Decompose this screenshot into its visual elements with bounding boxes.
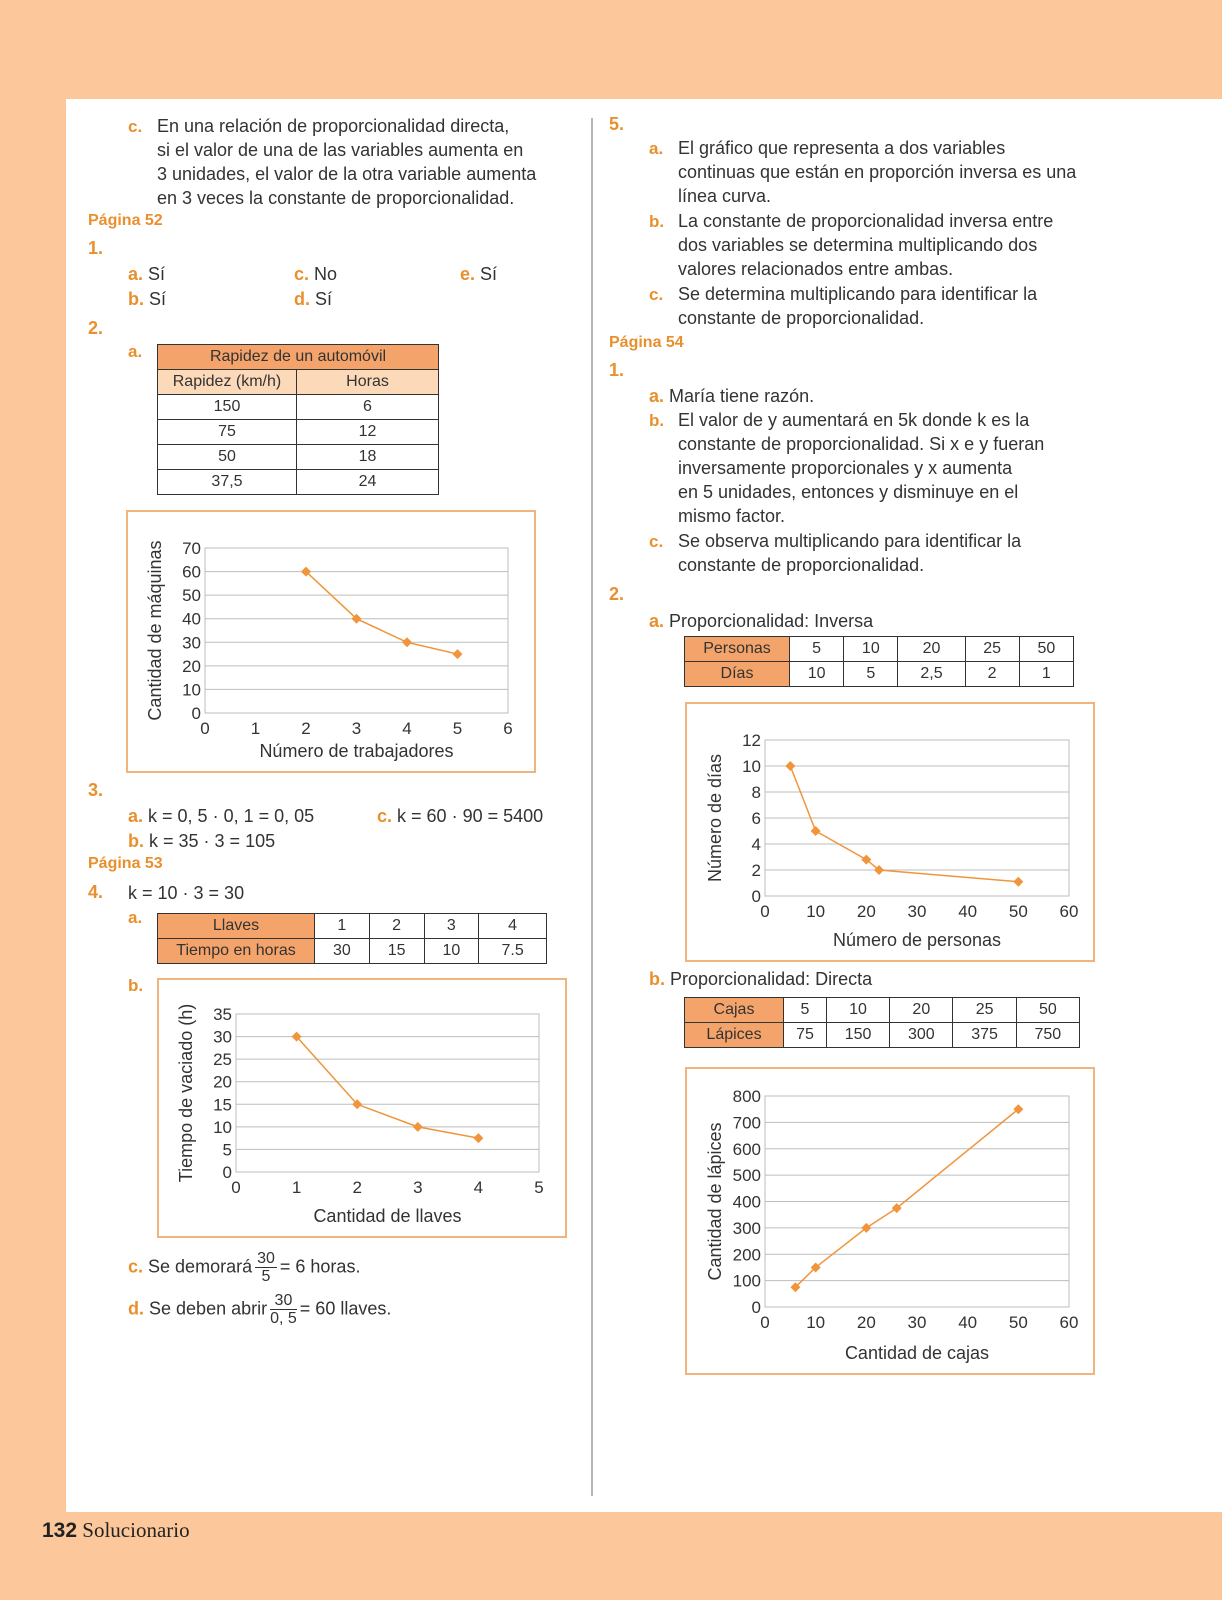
letter-e: e. xyxy=(460,264,476,284)
answer-text: = 6 horas. xyxy=(279,1256,361,1277)
y-tick-label: 40 xyxy=(182,609,201,629)
y-axis-label: Número de días xyxy=(705,753,725,883)
answer-text: k = 60 · 90 = 5400 xyxy=(397,806,544,826)
chart-machines xyxy=(126,510,536,773)
x-tick-label: 50 xyxy=(1008,1313,1028,1332)
y-tick-label: 0 xyxy=(751,1298,761,1317)
text-line: El gráfico que representa a dos variables xyxy=(678,138,1006,158)
text-line: continuas que están en proporción inversa es una xyxy=(678,162,1077,182)
table-cell: 50 xyxy=(1019,637,1073,662)
series-line xyxy=(297,1037,479,1139)
table-row xyxy=(158,914,547,939)
table-cell: 300 xyxy=(890,1023,953,1048)
table-cell: 25 xyxy=(965,637,1019,662)
x-tick-label: 10 xyxy=(806,1313,826,1332)
text-1c xyxy=(678,529,1021,577)
letter-a: a. xyxy=(128,806,144,826)
y-tick-label: 6 xyxy=(751,809,761,828)
table-cell: 10 xyxy=(790,662,844,687)
fraction xyxy=(270,1292,297,1327)
answer-3a xyxy=(128,804,314,828)
x-tick-label: 40 xyxy=(958,902,978,921)
y-tick-label: 15 xyxy=(213,1095,232,1115)
x-tick-label: 2 xyxy=(301,719,311,738)
table-cell: 50 xyxy=(1016,998,1079,1023)
chart-pencils-svg xyxy=(687,1069,1093,1373)
table-cell: 10 xyxy=(424,939,479,964)
x-tick-label: 0 xyxy=(760,1313,770,1332)
table-cell: 18 xyxy=(297,445,439,470)
y-tick-label: 600 xyxy=(732,1139,761,1159)
x-tick-label: 60 xyxy=(1059,902,1079,921)
letter-c: c. xyxy=(377,806,393,826)
letter-b: b. xyxy=(649,969,665,989)
text-line: constante de proporcionalidad. xyxy=(678,308,925,328)
text-line: línea curva. xyxy=(678,186,772,206)
letter-a: a. xyxy=(649,139,664,158)
fraction-numerator: 30 xyxy=(257,1250,275,1267)
table-title: Rapidez de un automóvil xyxy=(158,345,439,370)
x-axis-label: Número de personas xyxy=(832,930,1002,950)
text-line: en 3 veces la constante de proporcionalidad. xyxy=(157,188,515,208)
y-tick-label: 10 xyxy=(213,1117,232,1137)
letter-c: c. xyxy=(128,117,143,136)
table-row xyxy=(158,470,439,495)
y-tick-label: 400 xyxy=(732,1192,761,1212)
table-cell: 2 xyxy=(965,662,1019,687)
table-row xyxy=(158,939,547,964)
y-tick-label: 50 xyxy=(182,586,201,606)
x-tick-label: 50 xyxy=(1008,902,1028,921)
y-tick-label: 20 xyxy=(213,1072,232,1092)
data-point xyxy=(1013,877,1023,887)
x-axis-label: Cantidad de cajas xyxy=(844,1343,990,1363)
x-tick-label: 0 xyxy=(200,719,210,738)
answer-text: k = 35 · 3 = 105 xyxy=(149,831,276,851)
letter-a: a. xyxy=(128,264,144,284)
column-divider xyxy=(591,118,593,1496)
text-line: mismo factor. xyxy=(678,506,786,526)
letter-d: d. xyxy=(294,289,310,309)
letter-a: a. xyxy=(128,342,143,361)
table-cell: 150 xyxy=(158,395,297,420)
table-cell: 7.5 xyxy=(479,939,547,964)
y-tick-label: 300 xyxy=(732,1218,761,1238)
answer-1b xyxy=(128,287,166,311)
y-axis-label: Cantidad de máquinas xyxy=(145,540,165,721)
y-tick-label: 500 xyxy=(732,1166,761,1186)
y-axis-label: Cantidad de lápices xyxy=(705,1122,725,1281)
table-row-label: Tiempo en horas xyxy=(158,939,315,964)
answer-1a xyxy=(128,262,165,286)
letter-a: a. xyxy=(649,386,665,406)
answer-text: María tiene razón. xyxy=(669,386,815,406)
footer-title: Solucionario xyxy=(82,1518,190,1542)
x-tick-label: 20 xyxy=(856,902,876,921)
table-cell: 50 xyxy=(158,445,297,470)
text-line: Se observa multiplicando para identificar la xyxy=(678,531,1022,551)
letter-c: c. xyxy=(128,1256,144,1277)
table-cell: 6 xyxy=(297,395,439,420)
answer-3c xyxy=(377,804,543,828)
k-equation: k = 10 · 3 = 30 xyxy=(128,883,245,903)
table-header: Rapidez (km/h) xyxy=(158,370,297,395)
table-row xyxy=(685,998,1080,1023)
table-cell: 3 xyxy=(424,914,479,939)
y-tick-label: 700 xyxy=(732,1113,761,1133)
x-tick-label: 30 xyxy=(907,1313,927,1332)
answer-4d xyxy=(128,1292,391,1327)
letter-c: c. xyxy=(649,285,664,304)
answer-1d xyxy=(294,287,332,311)
letter-b: b. xyxy=(649,212,665,231)
y-tick-label: 25 xyxy=(213,1050,232,1070)
question-number-3: 3. xyxy=(88,780,104,800)
table-row-label: Cajas xyxy=(685,998,784,1023)
x-tick-label: 2 xyxy=(352,1178,362,1197)
table-header: Horas xyxy=(297,370,439,395)
answer-2b xyxy=(649,967,872,991)
table-row-label: Llaves xyxy=(158,914,315,939)
answer-text: Proporcionalidad: Directa xyxy=(670,969,873,989)
chart-days-svg xyxy=(687,704,1093,960)
page-ref-54: Página 54 xyxy=(609,334,684,351)
y-axis-label: Tiempo de vaciado (h) xyxy=(176,1003,196,1183)
letter-b: b. xyxy=(128,831,144,851)
fraction-denominator: 5 xyxy=(261,1268,271,1285)
x-tick-label: 5 xyxy=(534,1178,544,1197)
question-number-1: 1. xyxy=(88,238,104,258)
keys-table xyxy=(157,913,547,964)
y-tick-label: 10 xyxy=(182,680,201,700)
answer-1e xyxy=(460,262,497,286)
text-line: inversamente proporcionales y x aumenta xyxy=(678,458,1013,478)
answer-text: Proporcionalidad: Inversa xyxy=(669,611,874,631)
x-tick-label: 10 xyxy=(806,902,826,921)
y-tick-label: 12 xyxy=(742,731,761,750)
table-cell: 20 xyxy=(898,637,965,662)
table-cell: 1 xyxy=(1019,662,1073,687)
table-cell: 24 xyxy=(297,470,439,495)
table-cell: 10 xyxy=(826,998,889,1023)
answer-text: Sí xyxy=(315,289,333,309)
table-cell: 15 xyxy=(369,939,424,964)
speed-table xyxy=(157,344,439,495)
chart-keys-svg xyxy=(159,980,565,1236)
y-tick-label: 35 xyxy=(213,1005,232,1024)
data-point xyxy=(785,761,795,771)
table-cell: 5 xyxy=(790,637,844,662)
answer-text: Se deben abrir xyxy=(149,1298,268,1319)
data-point xyxy=(413,1122,423,1132)
table-cell: 75 xyxy=(158,420,297,445)
table-row-label: Días xyxy=(685,662,790,687)
fraction xyxy=(255,1250,277,1285)
answer-text: = 60 llaves. xyxy=(299,1298,392,1319)
letter-b: b. xyxy=(128,289,144,309)
table-row xyxy=(685,1023,1080,1048)
table-cell: 75 xyxy=(784,1023,827,1048)
x-tick-label: 0 xyxy=(760,902,770,921)
y-tick-label: 0 xyxy=(751,887,761,906)
y-tick-label: 5 xyxy=(222,1140,232,1160)
text-5a xyxy=(678,136,1076,208)
x-tick-label: 4 xyxy=(473,1178,484,1197)
letter-b: b. xyxy=(128,976,144,995)
text-line: En una relación de proporcionalidad directa, xyxy=(157,116,510,136)
series-line xyxy=(306,572,458,655)
y-tick-label: 30 xyxy=(182,633,201,653)
text-line: dos variables se determina multiplicando dos xyxy=(678,235,1038,255)
fraction-denominator: 0, 5 xyxy=(270,1310,297,1327)
chart-machines-svg xyxy=(128,512,534,771)
answer-text: No xyxy=(314,264,338,284)
table-cell: 5 xyxy=(844,662,898,687)
x-axis-label: Cantidad de llaves xyxy=(313,1206,462,1226)
text-5b xyxy=(678,209,1053,281)
data-point xyxy=(811,826,821,836)
y-tick-label: 30 xyxy=(213,1027,232,1047)
y-tick-label: 100 xyxy=(732,1271,761,1291)
page-number: 132 xyxy=(42,1519,78,1542)
fraction-numerator: 30 xyxy=(270,1292,297,1310)
x-tick-label: 5 xyxy=(452,719,463,738)
table-cell: 1 xyxy=(315,914,370,939)
x-tick-label: 30 xyxy=(907,902,927,921)
table-cell: 10 xyxy=(844,637,898,662)
page-footer xyxy=(42,1518,190,1543)
table-cell: 5 xyxy=(784,998,827,1023)
x-tick-label: 40 xyxy=(958,1313,978,1332)
x-tick-label: 60 xyxy=(1059,1313,1079,1332)
y-tick-label: 800 xyxy=(732,1087,761,1106)
table-cell: 37,5 xyxy=(158,470,297,495)
chart-pencils xyxy=(685,1067,1095,1375)
x-tick-label: 3 xyxy=(413,1178,423,1197)
question-number-2: 2. xyxy=(88,318,104,338)
text-line: La constante de proporcionalidad inversa entre xyxy=(678,211,1054,231)
x-tick-label: 6 xyxy=(503,719,513,738)
y-tick-label: 200 xyxy=(732,1245,761,1265)
answer-1c xyxy=(294,262,337,286)
chart-days xyxy=(685,702,1095,962)
boxes-pencils-table xyxy=(684,997,1080,1048)
text-line: en 5 unidades, entonces y disminuye en el xyxy=(678,482,1019,502)
x-tick-label: 4 xyxy=(402,719,412,738)
x-axis-label: Número de trabajadores xyxy=(259,741,454,761)
table-row xyxy=(685,637,1074,662)
letter-b: b. xyxy=(649,411,665,430)
table-cell: 4 xyxy=(479,914,547,939)
table-row xyxy=(158,395,439,420)
question-number-4: 4. xyxy=(88,882,104,902)
text-line: El valor de y aumentará en 5k donde k es la xyxy=(678,410,1030,430)
data-point xyxy=(473,1133,483,1143)
y-tick-label: 20 xyxy=(182,656,201,676)
text-1b xyxy=(678,408,1044,528)
y-tick-label: 2 xyxy=(751,861,761,880)
table-row xyxy=(158,420,439,445)
answer-text: Sí xyxy=(148,264,166,284)
answer-1a xyxy=(649,384,814,408)
text-line: constante de proporcionalidad. Si x e y fueran xyxy=(678,434,1045,454)
letter-c: c. xyxy=(649,532,664,551)
x-tick-label: 1 xyxy=(250,719,261,738)
table-cell: 2 xyxy=(369,914,424,939)
data-point xyxy=(453,649,463,659)
table-cell: 20 xyxy=(890,998,953,1023)
table-cell: 150 xyxy=(826,1023,889,1048)
letter-c: c. xyxy=(294,264,310,284)
page-ref-53: Página 53 xyxy=(88,855,163,872)
letter-d: d. xyxy=(128,1298,144,1319)
x-tick-label: 3 xyxy=(351,719,362,738)
answer-3b xyxy=(128,829,275,853)
text-c-top xyxy=(157,114,536,210)
page-ref-52: Página 52 xyxy=(88,212,163,229)
text-line: si el valor de una de las variables aumenta en xyxy=(157,140,524,160)
y-tick-label: 0 xyxy=(191,704,201,723)
plot-frame xyxy=(236,1014,539,1172)
x-tick-label: 0 xyxy=(231,1178,241,1197)
table-cell: 12 xyxy=(297,420,439,445)
text-5c xyxy=(678,282,1037,330)
y-tick-label: 8 xyxy=(751,783,761,802)
table-cell: 375 xyxy=(953,1023,1016,1048)
data-point xyxy=(402,637,412,647)
answer-2a xyxy=(649,609,873,633)
y-tick-label: 70 xyxy=(182,539,201,558)
question-number-1: 1. xyxy=(609,360,625,380)
answer-text: Se demorará xyxy=(148,1256,253,1277)
x-tick-label: 20 xyxy=(856,1313,876,1332)
table-cell: 750 xyxy=(1016,1023,1079,1048)
letter-a: a. xyxy=(128,908,143,927)
answer-text: Sí xyxy=(149,289,167,309)
question-number-5: 5. xyxy=(609,114,625,134)
text-line: constante de proporcionalidad. xyxy=(678,555,925,575)
table-row xyxy=(685,662,1074,687)
y-tick-label: 0 xyxy=(222,1163,232,1182)
letter-a: a. xyxy=(649,611,665,631)
chart-keys xyxy=(157,978,567,1238)
table-row xyxy=(158,445,439,470)
text-line: Se determina multiplicando para identificar la xyxy=(678,284,1038,304)
table-row-label: Personas xyxy=(685,637,790,662)
question-number-2: 2. xyxy=(609,584,625,604)
table-cell: 2,5 xyxy=(898,662,965,687)
table-cell: 30 xyxy=(315,939,370,964)
plot-frame xyxy=(205,548,508,713)
series-line xyxy=(795,1109,1018,1287)
text-line: 3 unidades, el valor de la otra variable aumenta xyxy=(157,164,537,184)
text-line: valores relacionados entre ambas. xyxy=(678,259,954,279)
y-tick-label: 60 xyxy=(182,562,201,582)
table-cell: 25 xyxy=(953,998,1016,1023)
x-tick-label: 1 xyxy=(291,1178,302,1197)
series-line xyxy=(790,766,1018,882)
answer-4c xyxy=(128,1250,360,1285)
table-row-label: Lápices xyxy=(685,1023,784,1048)
answer-text: Sí xyxy=(480,264,498,284)
answer-text: k = 0, 5 · 0, 1 = 0, 05 xyxy=(148,806,315,826)
people-days-table xyxy=(684,636,1074,687)
y-tick-label: 10 xyxy=(742,757,761,776)
y-tick-label: 4 xyxy=(751,835,761,854)
